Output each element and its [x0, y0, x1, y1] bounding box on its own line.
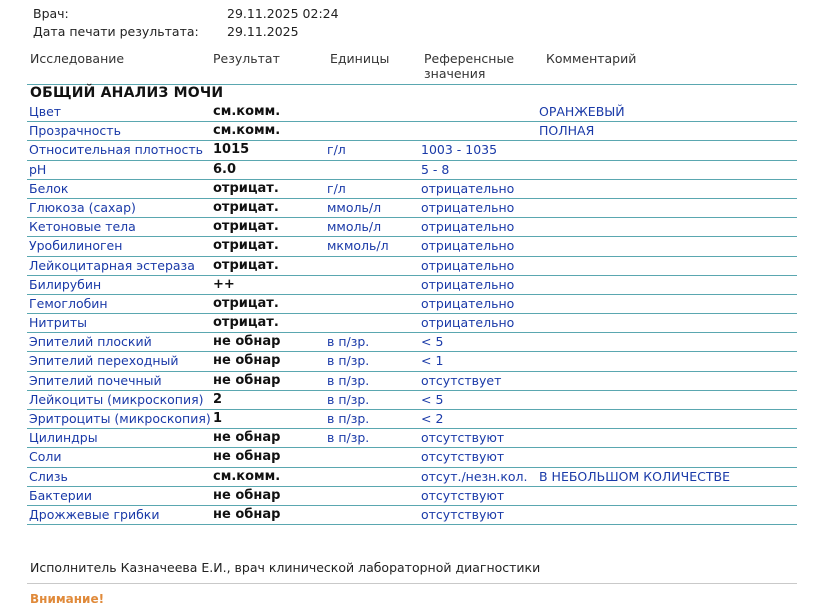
cell-name: Глюкоза (сахар) [29, 199, 136, 215]
cell-reference: отрицательно [421, 315, 515, 331]
cell-name: Слизь [29, 468, 68, 484]
cell-comment: ПОЛНАЯ [539, 123, 595, 139]
cell-comment: ОРАНЖЕВЫЙ [539, 104, 625, 119]
cutoff-warning: Внимание! [30, 592, 105, 606]
cell-units: ммоль/л [327, 199, 382, 215]
cell-reference: отсутствуют [421, 506, 505, 522]
cell-reference: отрицательно [421, 219, 515, 235]
cell-reference: отрицательно [421, 238, 515, 254]
cell-result: не обнар [213, 449, 281, 465]
cell-name: Эпителий плоский [29, 334, 152, 350]
cutoff-note [30, 592, 104, 606]
table-row [27, 276, 797, 295]
header-units: Единицы [330, 51, 390, 66]
cell-comment: В НЕБОЛЬШОМ КОЛИЧЕСТВЕ [539, 468, 730, 484]
table-row [27, 506, 797, 525]
cell-result: не обнар [213, 372, 281, 388]
cell-reference: отрицательно [421, 180, 515, 196]
section-title: ОБЩИЙ АНАЛИЗ МОЧИ [30, 85, 224, 101]
cell-reference: < 5 [421, 391, 444, 407]
results-table [27, 103, 797, 525]
cell-units: в п/зр. [327, 430, 370, 446]
cell-result: см.комм. [213, 104, 281, 119]
cell-name: Эпителий переходный [29, 353, 179, 369]
cell-name: Цилиндры [29, 430, 98, 446]
cell-result: отрицат. [213, 199, 279, 215]
cell-result: отрицат. [213, 219, 279, 235]
cell-units: в п/зр. [327, 411, 370, 426]
cell-units: в п/зр. [327, 372, 370, 388]
cell-reference: 5 - 8 [421, 161, 450, 177]
table-row [27, 314, 797, 333]
cell-reference: отрицательно [421, 199, 515, 215]
cell-result: отрицат. [213, 295, 279, 311]
cell-result: не обнар [213, 334, 281, 350]
cell-result: отрицат. [213, 180, 279, 196]
cell-name: Нитриты [29, 315, 88, 331]
table-row [27, 352, 797, 371]
cell-name: pH [29, 161, 47, 177]
cell-name: Соли [29, 449, 62, 465]
cell-name: Гемоглобин [29, 295, 108, 311]
cell-reference: 1003 - 1035 [421, 142, 498, 158]
cell-units: в п/зр. [327, 391, 370, 407]
cell-units: ммоль/л [327, 219, 382, 235]
cell-units: мкмоль/л [327, 238, 389, 254]
header-study: Исследование [30, 51, 125, 66]
cell-result: 1 [213, 411, 223, 426]
cell-result: 6.0 [213, 161, 237, 177]
bottom-divider [27, 583, 797, 584]
cell-reference: отрицательно [421, 276, 515, 292]
cell-name: Билирубин [29, 276, 102, 292]
header-comment: Комментарий [546, 51, 637, 66]
table-row [27, 333, 797, 352]
cell-reference: < 1 [421, 353, 444, 369]
table-row [27, 448, 797, 467]
table-row [27, 487, 797, 506]
cell-name: Бактерии [29, 487, 92, 503]
cell-reference: отсут./незн.кол. [421, 468, 528, 484]
cell-reference: отсутствует [421, 372, 502, 388]
cell-name: Лейкоцитарная эстераза [29, 257, 195, 273]
cell-name: Лейкоциты (микроскопия) [29, 391, 204, 407]
table-row [27, 429, 797, 448]
table-row [27, 410, 797, 429]
cell-result: ++ [213, 276, 235, 292]
doctor-label: Врач: [33, 6, 69, 21]
cell-reference: отсутствуют [421, 449, 505, 465]
header-ref-line2: значения [424, 66, 486, 81]
table-row [27, 391, 797, 410]
cell-result: не обнар [213, 353, 281, 369]
cell-reference: < 2 [421, 411, 444, 426]
header-result: Результат [213, 51, 280, 66]
cell-result: отрицат. [213, 238, 279, 254]
cell-result: 1015 [213, 142, 250, 158]
cell-name: Цвет [29, 104, 62, 119]
cell-name: Прозрачность [29, 123, 121, 139]
table-row [27, 468, 797, 487]
print-date-value: 29.11.2025 [227, 24, 299, 39]
table-row [27, 372, 797, 391]
cell-name: Белок [29, 180, 69, 196]
cell-reference: < 5 [421, 334, 444, 350]
cell-reference: отрицательно [421, 257, 515, 273]
doctor-value: 29.11.2025 02:24 [227, 6, 339, 21]
table-row [27, 257, 797, 276]
performer-line: Исполнитель Казначеева Е.И., врач клинической лабораторной диагностики [30, 560, 541, 575]
cell-name: Дрожжевые грибки [29, 506, 160, 522]
cell-result: не обнар [213, 430, 281, 446]
cell-reference: отсутствуют [421, 430, 505, 446]
table-row [27, 199, 797, 218]
table-row [27, 218, 797, 237]
cell-result: не обнар [213, 487, 281, 503]
cell-name: Эпителий почечный [29, 372, 162, 388]
table-row [27, 180, 797, 199]
header-ref-line1: Референсные [424, 51, 515, 66]
cell-name: Относительная плотность [29, 142, 204, 158]
table-row [27, 141, 797, 160]
table-row [27, 161, 797, 180]
table-row [27, 295, 797, 314]
cell-name: Эритроциты (микроскопия) [29, 411, 211, 426]
table-row [27, 103, 797, 122]
cell-result: см.комм. [213, 468, 281, 484]
cell-reference: отрицательно [421, 295, 515, 311]
table-header [0, 52, 824, 84]
cell-result: не обнар [213, 506, 281, 522]
cell-units: в п/зр. [327, 334, 370, 350]
table-row [27, 237, 797, 256]
cell-units: в п/зр. [327, 353, 370, 369]
cell-result: отрицат. [213, 257, 279, 273]
cell-name: Уробилиноген [29, 238, 123, 254]
cell-result: отрицат. [213, 315, 279, 331]
table-row [27, 122, 797, 141]
cell-name: Кетоновые тела [29, 219, 136, 235]
cell-reference: отсутствуют [421, 487, 505, 503]
print-date-label: Дата печати результата: [33, 24, 199, 39]
cell-units: г/л [327, 142, 346, 158]
cell-units: г/л [327, 180, 346, 196]
cell-result: см.комм. [213, 123, 281, 139]
cell-result: 2 [213, 391, 223, 407]
